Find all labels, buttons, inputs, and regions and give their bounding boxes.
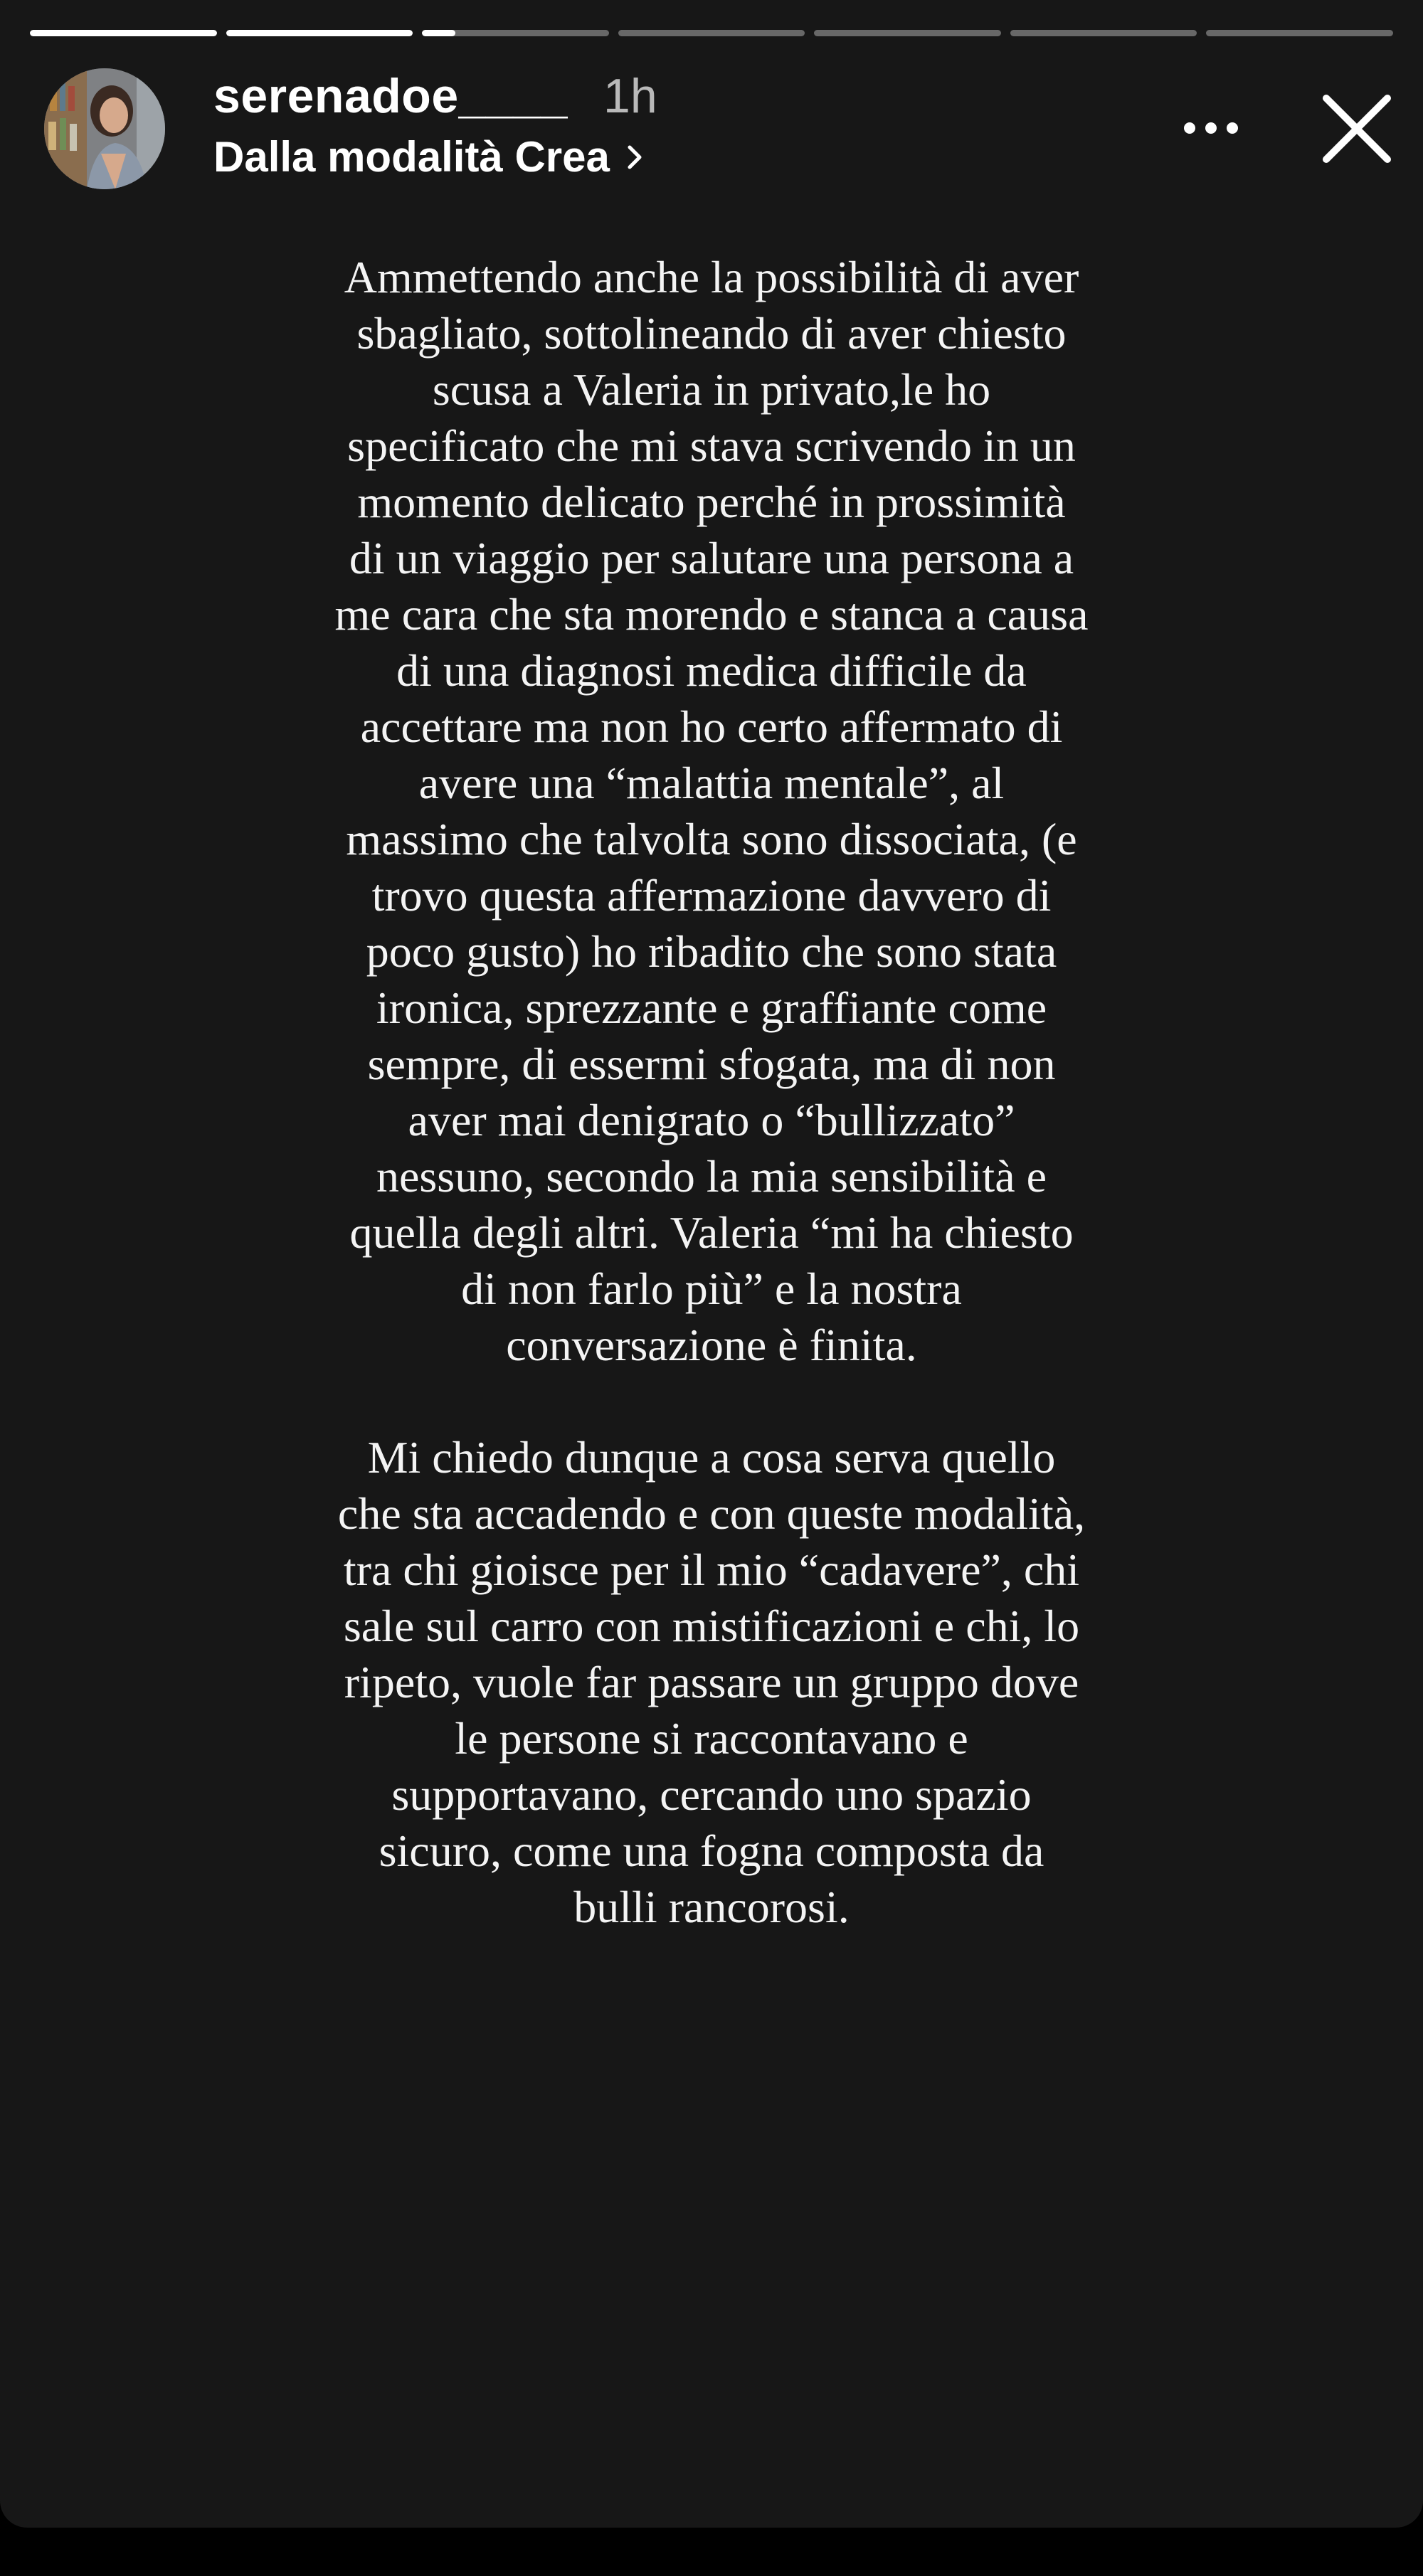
close-icon — [1311, 83, 1403, 175]
progress-segment — [422, 30, 609, 36]
story-paragraph: Mi chiedo dunque a cosa serva quello che sta accadendo e con queste modalità, tra chi gioisce per il mio “cadavere”, chi sale sul carro con mistificazioni e chi, lo ripeto, vuole far passare un gruppo dove le persone si raccontavano e supportavano, cercando uno spazio sicuro, come una fogna composta da bulli rancorosi. — [337, 1432, 1086, 1932]
progress-segment — [618, 30, 805, 36]
progress-segment — [1206, 30, 1393, 36]
chevron-right-icon — [624, 143, 645, 171]
create-mode-link[interactable] — [213, 132, 645, 181]
story-progress-bar — [30, 30, 1393, 37]
progress-segment — [226, 30, 413, 36]
story-text — [334, 249, 1089, 1935]
progress-segment — [814, 30, 1001, 36]
more-options-button[interactable] — [1161, 107, 1261, 149]
avatar[interactable] — [44, 68, 165, 189]
more-horizontal-icon — [1161, 107, 1261, 149]
progress-segment — [1010, 30, 1197, 36]
create-mode-label: Dalla modalità Crea — [213, 133, 610, 181]
progress-segment — [30, 30, 217, 36]
story-paragraph: Ammettendo anche la possibilità di aver sbagliato, sottolineando di aver chiesto scusa a Valeria in privato,le ho specificato che mi stava scrivendo in un momento delicato perché in prossimità di un viaggio per salutare una persona a me cara che sta morendo e stanca a causa di una diagnosi medica difficile da accettare ma non ho certo affermato di avere una “malattia mentale”, al massimo che talvolta sono dissociata, (e trovo questa affermazione davvero di poco gusto) ho ribadito che sono stata ironica, sprezzante e graffiante come sempre, di essermi sfogata, ma di non aver mai denigrato o “bullizzato” nessuno, secondo la mia sensibilità e quella degli altri. Valeria “mi ha chiesto di non farlo più” e la nostra conversazione è finita. — [334, 252, 1089, 1370]
username[interactable]: serenadoe____ — [213, 69, 568, 123]
close-button[interactable] — [1311, 83, 1403, 175]
post-time: 1h — [603, 69, 657, 123]
story-header — [44, 68, 1395, 193]
